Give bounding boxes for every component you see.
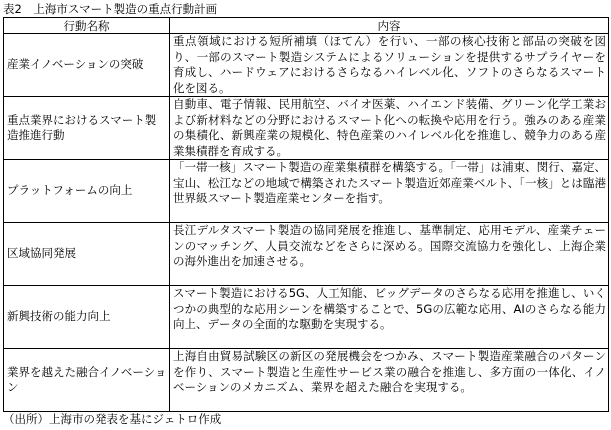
- action-content-cell: スマート製造における5G、人工知能、ビッグデータのさらなる応用を推進し、いくつかの典型的な応用シーンを構築することで、5Gの広範な応用、AIのさらなる能力向上、データの全面的な駆動を実現する。: [170, 286, 609, 349]
- action-name-cell: 産業イノベーションの突破: [4, 34, 170, 97]
- action-content-cell: 自動車、電子情報、民用航空、バイオ医薬、ハイエンド装備、グリーン化学工業および新材料などの分野におけるスマート化への転換や応用を行う。強みのある産業の集積化、新興産業の規模化、特色産業のハイレベル化を推進し、競争力のある産業集積群を育成する。: [170, 97, 609, 160]
- action-content-cell: 上海自由貿易試験区の新区の発展機会をつかみ、スマート製造産業融合のパターンを作り、スマート製造と生産性サービス業の融合を推進し、多方面の一体化、イノベーションのメカニズム、業界を超えた融合を実現する。: [170, 349, 609, 412]
- source-note: （出所）上海市の発表を基にジェトロ作成: [3, 412, 222, 426]
- header-action-name: 行動名称: [4, 18, 170, 34]
- action-name-cell: 区域協同発展: [4, 223, 170, 286]
- header-content: 内容: [170, 18, 609, 34]
- action-name-cell: プラットフォームの向上: [4, 160, 170, 223]
- table-row: [4, 97, 609, 160]
- table-row: [4, 223, 609, 286]
- table-caption: 表2 上海市スマート製造の重点行動計画: [3, 2, 218, 16]
- action-plan-table: [3, 17, 609, 412]
- table-row: [4, 160, 609, 223]
- action-content-cell: 重点領域における短所補填（ほてん）を行い、一部の核心技術と部品の突破を図り、一部のスマート製造システムによるソリューションを提供するサプライヤーを育成し、ハードウェアにおけるさらなるハイレベル化、ソフトのさらなるスマート化を図る。: [170, 34, 609, 97]
- table-row: [4, 349, 609, 412]
- action-content-cell: 「一帯一核」スマート製造の産業集積群を構築する。「一帯」は浦東、閔行、嘉定、宝山、松江などの地域で構築されたスマート製造近郊産業ベルト、「一核」とは臨港世界級スマート製造産業センターを指す。: [170, 160, 609, 223]
- action-name-cell: 業界を越えた融合イノベーション: [4, 349, 170, 412]
- table-row: [4, 286, 609, 349]
- action-name-cell: 重点業界におけるスマート製造推進行動: [4, 97, 170, 160]
- action-name-cell: 新興技術の能力向上: [4, 286, 170, 349]
- action-content-cell: 長江デルタスマート製造の協同発展を推進し、基準制定、応用モデル、産業チェーンのマッチング、人員交流などをさらに深める。国際交流協力を強化し、上海企業の海外進出を加速させる。: [170, 223, 609, 286]
- table-header-row: [4, 18, 609, 34]
- table-row: [4, 34, 609, 97]
